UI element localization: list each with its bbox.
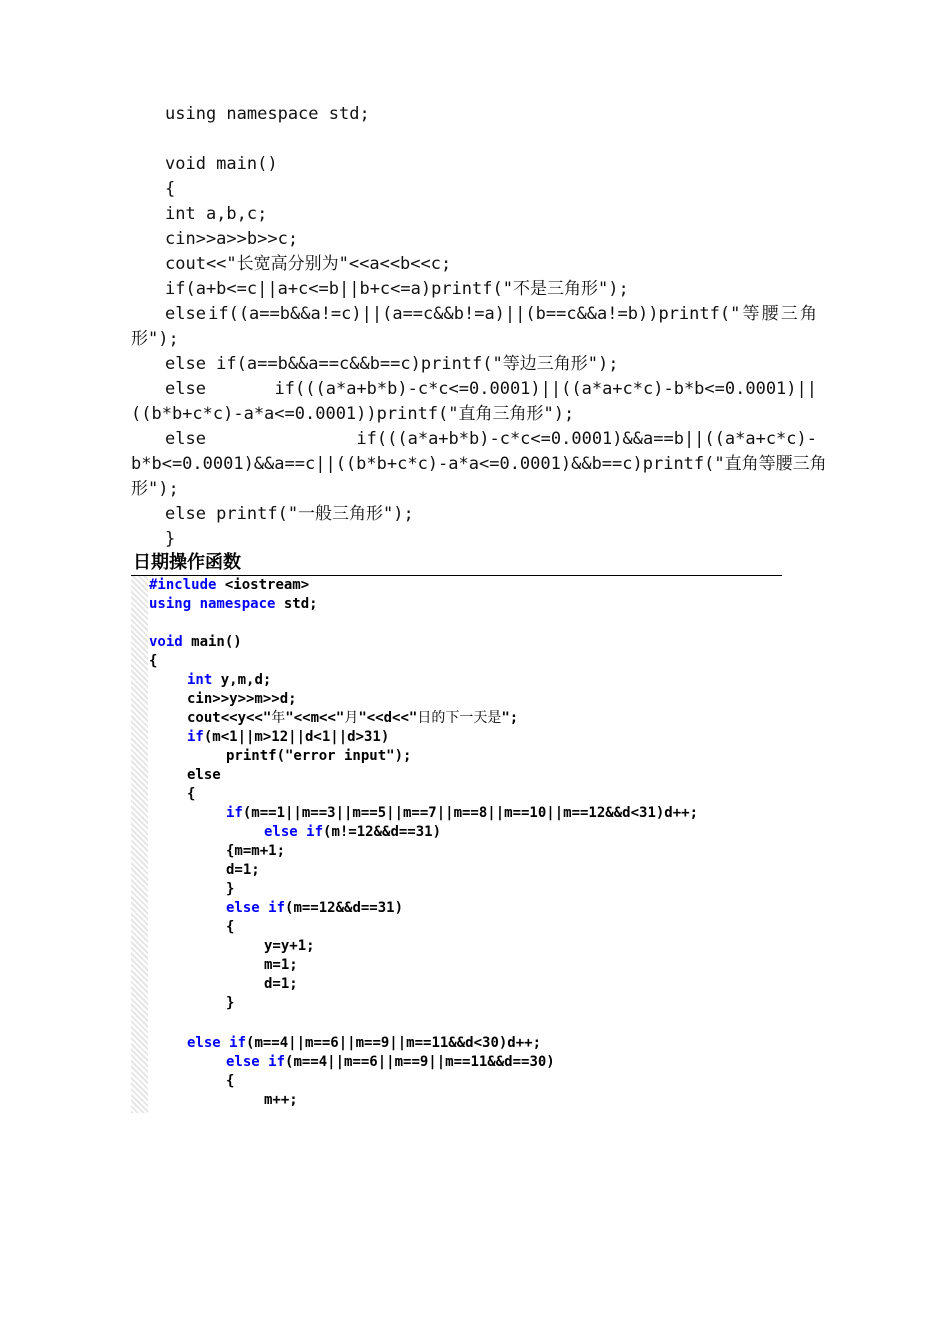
code-line: int a,b,c; xyxy=(165,204,268,224)
code-line: if(a+b<=c||a+c<=b||b+c<=a)printf("不是三角形"); xyxy=(165,279,629,299)
code-line: { xyxy=(165,179,176,199)
code-line: } xyxy=(226,995,235,1011)
code-line: { xyxy=(187,786,196,802)
code-line: void main() xyxy=(149,634,242,650)
code-line: if(m==1||m==3||m==5||m==7||m==8||m==10||m==12&&d<31)d++; xyxy=(226,805,699,821)
code-line: y=y+1; xyxy=(264,938,315,954)
code-line: cin>>y>>m>>d; xyxy=(187,691,297,707)
code-line: cout<<y<<"年"<<m<<"月"<<d<<"日的下一天是"; xyxy=(187,710,519,726)
code-line: else if(((a*a+b*b)-c*c<=0.0001)||((a*a+c*c)-b*b<=0.0001)|| xyxy=(165,379,817,399)
code-line: else if(m==12&&d==31) xyxy=(226,900,404,916)
code-line: 形"); xyxy=(131,329,179,349)
code-line: b*b<=0.0001)&&a==c||((b*b+c*c)-a*a<=0.0001)&&b==c)printf(" 直 角 等 腰 三 角 xyxy=(131,454,827,474)
code-line: else if(m==4||m==6||m==9||m==11&&d<30)d++; xyxy=(187,1035,542,1051)
editor-gutter xyxy=(131,576,148,1113)
code-line: ((b*b+c*c)-a*a<=0.0001))printf("直角三角形"); xyxy=(131,404,575,424)
code-line: d=1; xyxy=(264,976,298,992)
code-line: } xyxy=(165,529,176,549)
code-line: printf("error input"); xyxy=(226,748,412,764)
code-line: else if(m!=12&&d==31) xyxy=(264,824,442,840)
code-line: using namespace std; xyxy=(149,596,318,612)
code-line: int y,m,d; xyxy=(187,672,272,688)
section-heading: 日期操作函数 xyxy=(133,552,241,573)
code-line: d=1; xyxy=(226,862,260,878)
code-line: { xyxy=(226,919,235,935)
code-line: void main() xyxy=(165,154,278,174)
code-line: else if(a==b&&a==c&&b==c)printf("等边三角形"); xyxy=(165,354,619,374)
code-line: m++; xyxy=(264,1092,298,1108)
code-line: #include <iostream> xyxy=(149,577,310,593)
code-line: else if(((a*a+b*b)-c*c<=0.0001)&&a==b||((a*a+c*c)- xyxy=(165,429,817,449)
code-line: else if((a==b&&a!=c)||(a==c&&b!=a)||(b==c&&a!=b))printf(" 等 腰 三 角 xyxy=(165,304,817,324)
code-line: {m=m+1; xyxy=(226,843,286,859)
code-line: cin>>a>>b>>c; xyxy=(165,229,299,249)
code-line: else xyxy=(187,767,221,783)
code-line: else printf("一般三角形"); xyxy=(165,504,414,524)
code-line: } xyxy=(226,881,235,897)
code-line: { xyxy=(149,653,158,669)
code-line: using namespace std; xyxy=(165,104,370,124)
code-line: { xyxy=(226,1073,235,1089)
code-line: 形"); xyxy=(131,479,179,499)
date-code-image xyxy=(131,576,782,1113)
code-line: if(m<1||m>12||d<1||d>31) xyxy=(187,729,390,745)
code-line: cout<<"长宽高分别为"<<a<<b<<c; xyxy=(165,254,452,274)
code-line: m=1; xyxy=(264,957,298,973)
code-line: else if(m==4||m==6||m==9||m==11&&d==30) xyxy=(226,1054,555,1070)
